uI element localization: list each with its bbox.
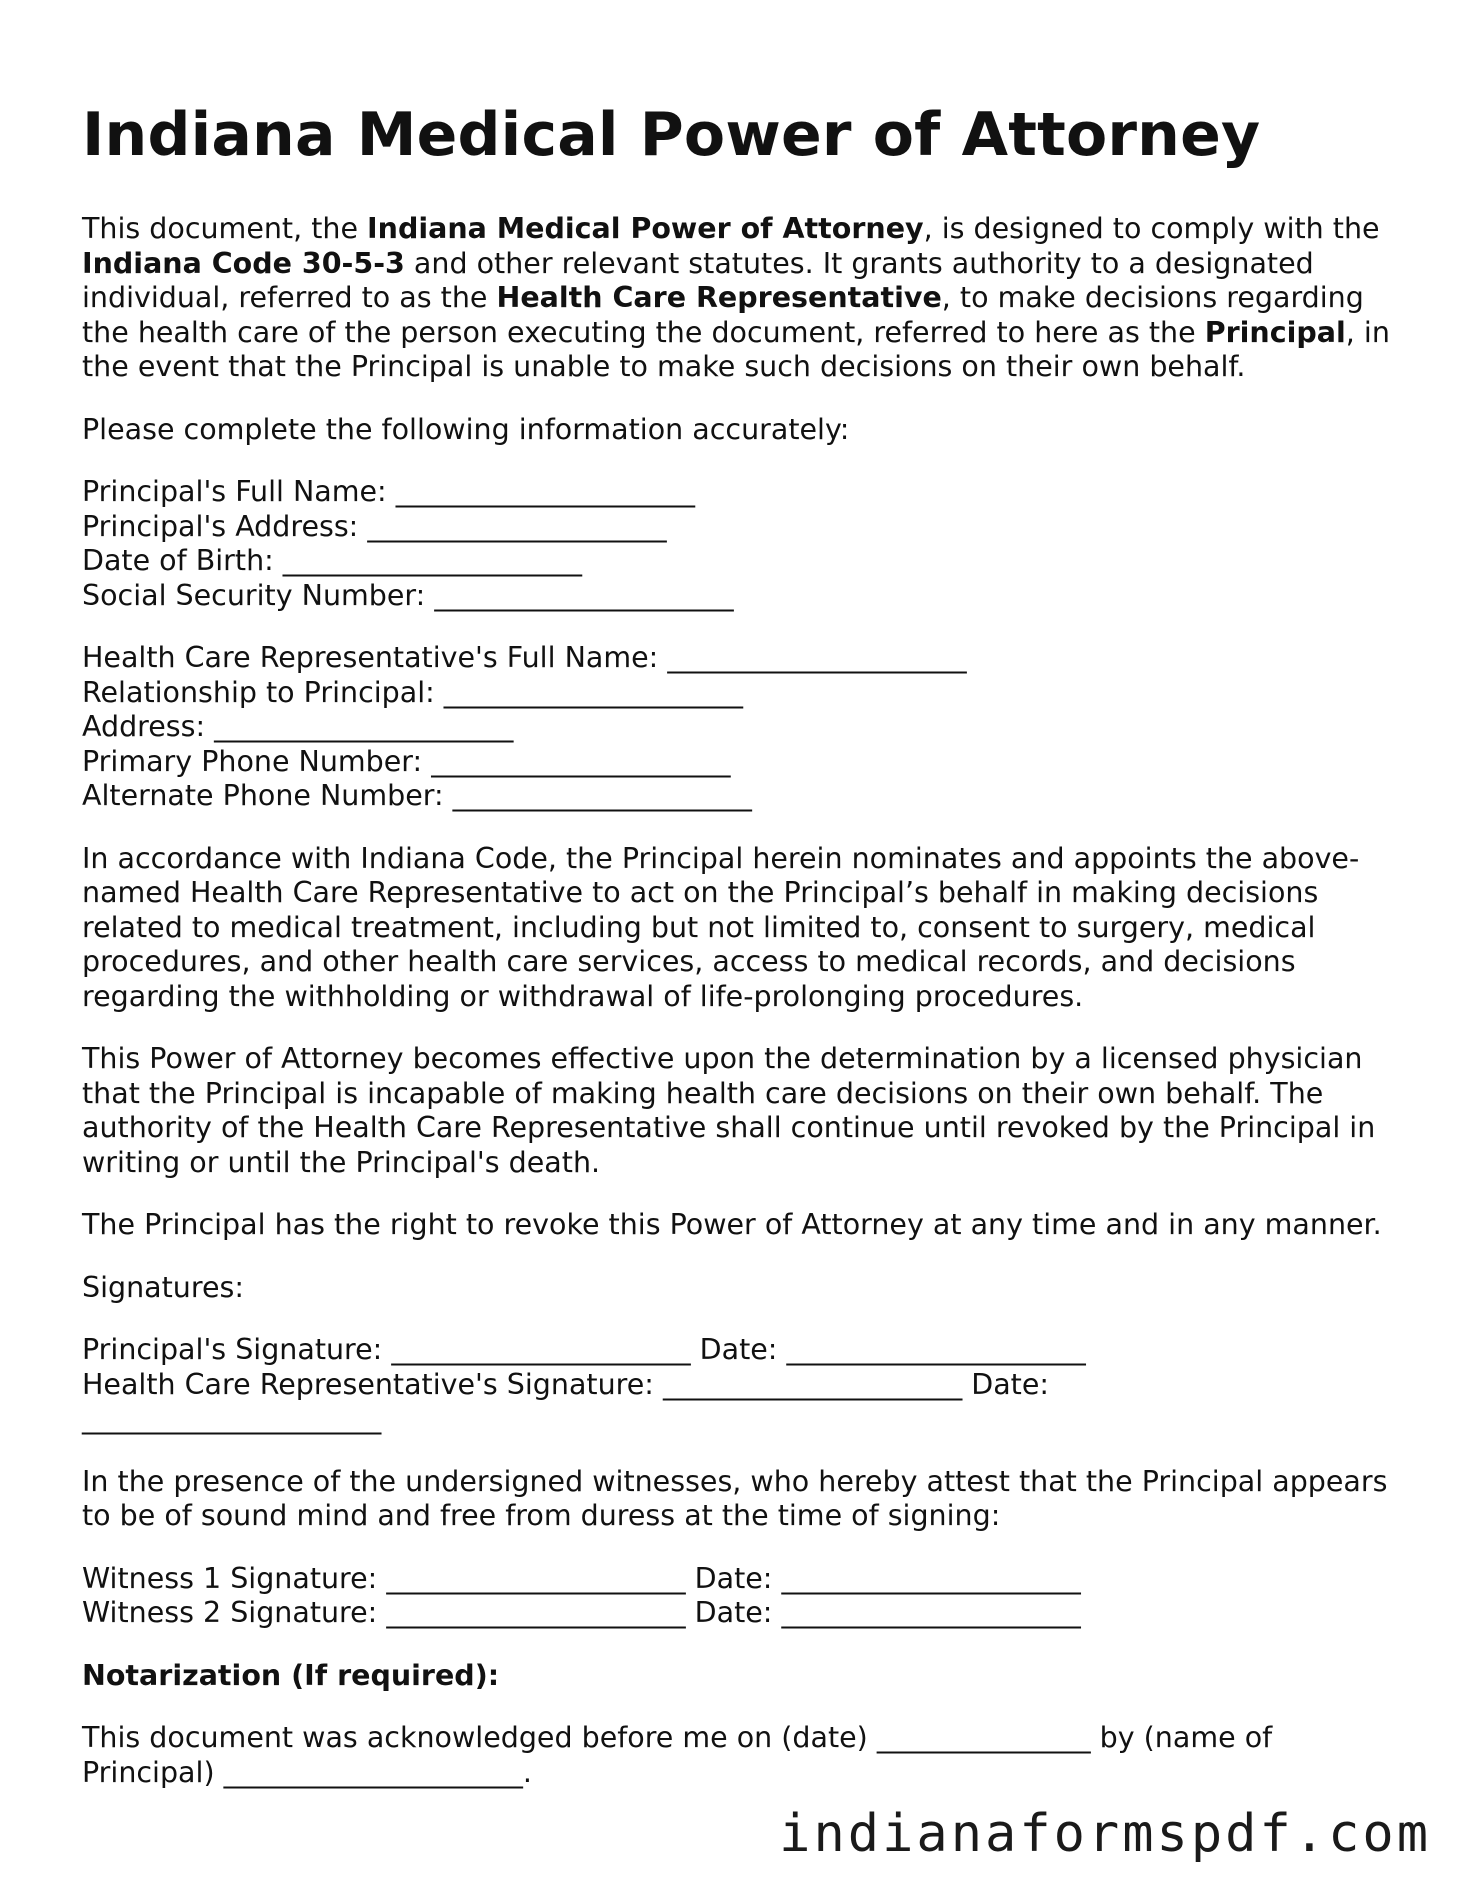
appointment-paragraph: In accordance with Indiana Code, the Principal herein nominates and appoints the above-named Health Care Representative to act on the Principal’s behalf in making decisions related to medical treatment, including but not limited to, consent to surgery, medical procedures, and other health care services, access to medical records, and decisions regarding the withholding or withdrawal of life-prolonging procedures.	[82, 841, 1360, 1013]
notarization-text-3: .	[522, 1755, 532, 1789]
fill-in-blank[interactable]: _____________________	[443, 675, 744, 709]
field-label: Health Care Representative's Full Name:	[82, 641, 668, 674]
intro-text-4: , to make decisions regarding the health care of the person executing the document, referred to here as the	[82, 281, 1364, 349]
date-of-birth-field	[82, 544, 1402, 579]
field-label: Health Care Representative's Signature:	[82, 1367, 663, 1401]
intro-bold-principal: Principal	[1204, 315, 1346, 349]
intro-text-3: and other relevant statutes. It grants authority to a designated individual, referred to as the	[82, 246, 1314, 314]
witnesses-section	[82, 1562, 1402, 1631]
date-label: Date:	[685, 1561, 782, 1595]
field-label: Witness 1 Signature:	[82, 1561, 387, 1595]
date-blank[interactable]: _____________________	[781, 1561, 1081, 1595]
signature-blank[interactable]: _____________________	[662, 1367, 963, 1401]
notarization-text-1: This document was acknowledged before me on (date)	[82, 1721, 877, 1754]
principal-address-field	[82, 510, 1402, 545]
intro-bold-representative: Health Care Representative	[496, 281, 942, 314]
notarization-heading: Notarization (If required):	[82, 1658, 500, 1692]
notarization-name-blank[interactable]: _____________________	[223, 1755, 523, 1789]
date-label: Date:	[690, 1333, 787, 1366]
fill-in-blank[interactable]: _____________________	[214, 710, 514, 743]
representative-date-line	[82, 1402, 1402, 1437]
intro-text-1: This document, the	[82, 212, 368, 245]
witness-2-signature-line	[82, 1596, 1402, 1631]
representative-name-field	[82, 641, 1402, 676]
field-label: Witness 2 Signature:	[82, 1596, 387, 1629]
representative-signature-line	[82, 1368, 1402, 1403]
principal-signature-line	[82, 1333, 1402, 1368]
field-label: Principal's Signature:	[82, 1333, 392, 1366]
intro-bold-document-name: Indiana Medical Power of Attorney	[367, 212, 924, 245]
date-label: Date:	[685, 1596, 782, 1629]
ssn-field	[82, 579, 1402, 614]
signatures-heading: Signatures:	[82, 1270, 244, 1304]
fill-in-blank[interactable]: _____________________	[282, 544, 583, 577]
representative-info-section	[82, 641, 1402, 814]
intro-text-2: , is designed to comply with the	[923, 212, 1380, 245]
representative-address-field	[82, 710, 1402, 745]
witness-intro-paragraph: In the presence of the undersigned witnesses, who hereby attest that the Principal appears to be of sound mind and free from duress at the time of signing:	[82, 1464, 1388, 1532]
field-label: Primary Phone Number:	[82, 744, 432, 778]
notarization-text-2: by (name of Principal)	[82, 1721, 1273, 1789]
fill-in-blank[interactable]: _____________________	[367, 509, 667, 543]
notarization-paragraph	[82, 1721, 1402, 1790]
date-blank[interactable]: _____________________	[82, 1402, 382, 1435]
document-title: Indiana Medical Power of Attorney	[82, 100, 1261, 170]
instruction-text: Please complete the following information accurately:	[82, 412, 850, 446]
intro-paragraph	[82, 212, 1402, 385]
date-blank[interactable]: _____________________	[786, 1333, 1086, 1366]
field-label: Date of Birth:	[82, 544, 283, 577]
field-label: Principal's Full Name:	[82, 475, 396, 508]
relationship-field	[82, 676, 1402, 711]
signature-blank[interactable]: _____________________	[391, 1333, 691, 1366]
signature-blank[interactable]: _____________________	[386, 1596, 686, 1629]
revoke-paragraph: The Principal has the right to revoke this Power of Attorney at any time and in any manner.	[82, 1208, 1382, 1241]
intro-text-5: , in the event that the Principal is unable to make such decisions on their own behalf.	[82, 315, 1390, 383]
date-blank[interactable]: _____________________	[781, 1596, 1081, 1629]
effective-paragraph: This Power of Attorney becomes effective upon the determination by a licensed physician that the Principal is incapable of making health care decisions on their own behalf. The authority of the Health Care Representative shall continue until revoked by the Principal in writing or until the Principal's death.	[82, 1042, 1376, 1179]
signatures-section	[82, 1333, 1402, 1437]
witness-1-signature-line	[82, 1562, 1402, 1597]
principal-info-section	[82, 475, 1402, 613]
notarization-date-blank[interactable]: _______________	[876, 1721, 1091, 1754]
field-label: Address:	[82, 710, 215, 743]
principal-name-field	[82, 475, 1402, 510]
fill-in-blank[interactable]: _____________________	[452, 779, 752, 812]
intro-bold-code: Indiana Code 30-5-3	[82, 246, 405, 280]
fill-in-blank[interactable]: _____________________	[431, 744, 731, 778]
fill-in-blank[interactable]: _____________________	[434, 578, 734, 612]
field-label: Principal's Address:	[82, 509, 368, 543]
fill-in-blank[interactable]: _____________________	[395, 475, 695, 508]
primary-phone-field	[82, 745, 1402, 780]
field-label: Alternate Phone Number:	[82, 779, 453, 812]
alternate-phone-field	[82, 779, 1402, 814]
date-label: Date:	[962, 1367, 1049, 1401]
field-label: Social Security Number:	[82, 578, 435, 612]
document-page	[82, 100, 1402, 1818]
signature-blank[interactable]: _____________________	[386, 1561, 686, 1595]
fill-in-blank[interactable]: _____________________	[667, 641, 967, 674]
website-watermark: indianaformspdf.com	[779, 1804, 1431, 1864]
field-label: Relationship to Principal:	[82, 675, 444, 709]
